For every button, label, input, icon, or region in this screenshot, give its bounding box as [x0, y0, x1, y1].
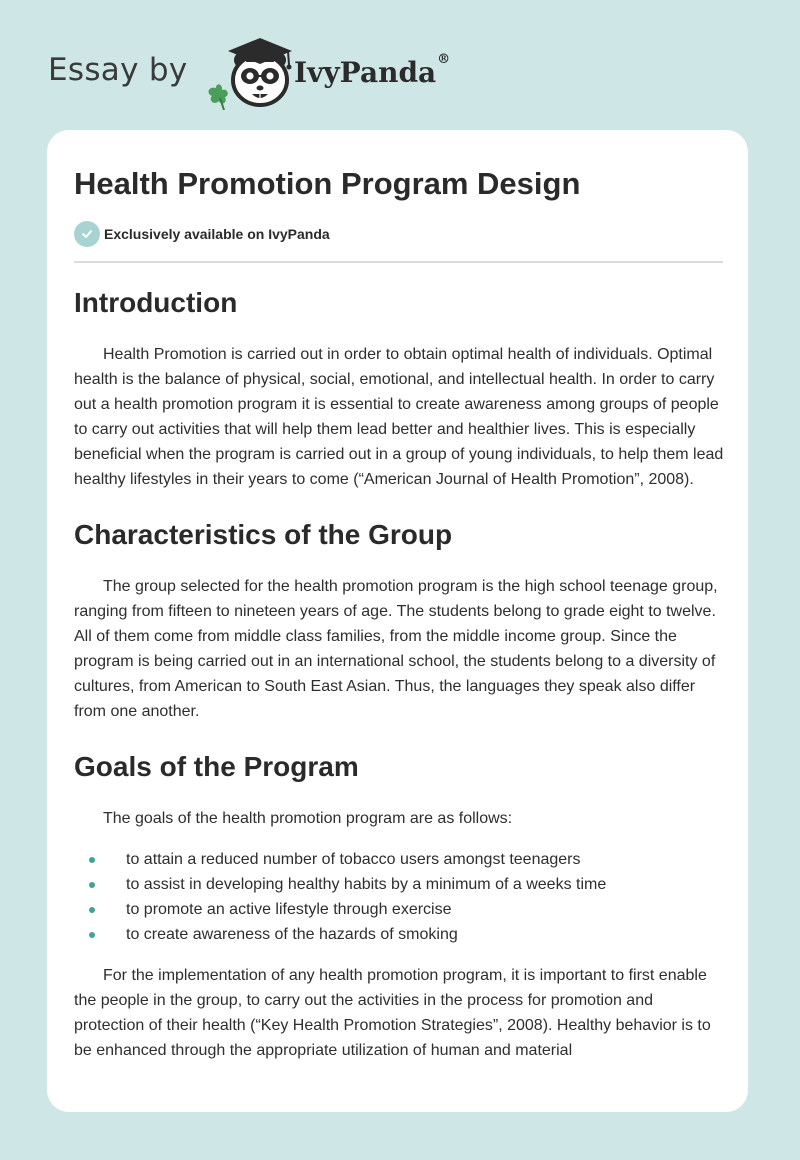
exclusive-badge	[74, 221, 330, 247]
list-item	[74, 922, 724, 947]
bullet-dot	[89, 882, 95, 888]
list-item	[74, 872, 724, 897]
page-title: Health Promotion Program Design	[74, 166, 581, 201]
bullet-dot	[89, 932, 95, 938]
section-heading-goals: Goals of the Program	[74, 751, 359, 782]
registered-mark: ®	[437, 52, 451, 67]
section-heading-introduction: Introduction	[74, 287, 238, 318]
list-item	[74, 897, 724, 922]
exclusive-label: Exclusively available on IvyPanda	[104, 226, 330, 242]
paragraph: The group selected for the health promotion program is the high school teenage group, ranging from fifteen to nineteen years of age. The students belong to grade eight to twelve. All of them come from middle class families, from the middle income group. Since the program is being carried out in an international school, the students belong to a diversity of cultures, from American to South East Asian. Thus, the languages they speak also differ from one another.	[74, 578, 718, 720]
checkmark-icon	[74, 221, 100, 247]
list-item	[74, 847, 724, 872]
bullet-dot	[89, 907, 95, 913]
paragraph: For the implementation of any health promotion program, it is important to first enable the people in the group, to carry out the activities in the process for promotion and protection of their health (“Key Health Promotion Strategies”, 2008). Healthy behavior is to be enhanced through the appropriate utilization of human and material	[74, 967, 711, 1059]
essay-card	[47, 130, 748, 1112]
list-item-text: to attain a reduced number of tobacco users amongst teenagers	[126, 851, 581, 868]
list-item-text: to assist in developing healthy habits by a minimum of a weeks time	[126, 876, 607, 893]
brand-name[interactable]: IvyPanda®	[294, 52, 451, 89]
list-item-text: to promote an active lifestyle through exercise	[126, 901, 452, 918]
panda-mascot-icon	[202, 34, 294, 110]
bullet-dot	[89, 857, 95, 863]
essay-content	[74, 278, 724, 1063]
goals-list	[74, 847, 724, 947]
divider	[74, 261, 723, 263]
paragraph: Health Promotion is carried out in order to obtain optimal health of individuals. Optimal health is the balance of physical, social, emotional, and intellectual health. In order to carry out a health promotion program it is essential to create awareness among groups of people to carry out activities that will help them lead better and healthier lives. This is especially beneficial when the program is carried out in a group of young individuals, to help them lead healthy lifestyles in their years to come (“American Journal of Health Promotion”, 2008).	[74, 346, 724, 488]
list-item-text: to create awareness of the hazards of smoking	[126, 926, 458, 943]
brand-prefix: Essay by	[48, 52, 188, 88]
brand-header	[48, 34, 508, 110]
section-heading-characteristics: Characteristics of the Group	[74, 519, 453, 550]
paragraph: The goals of the health promotion program are as follows:	[103, 810, 513, 827]
